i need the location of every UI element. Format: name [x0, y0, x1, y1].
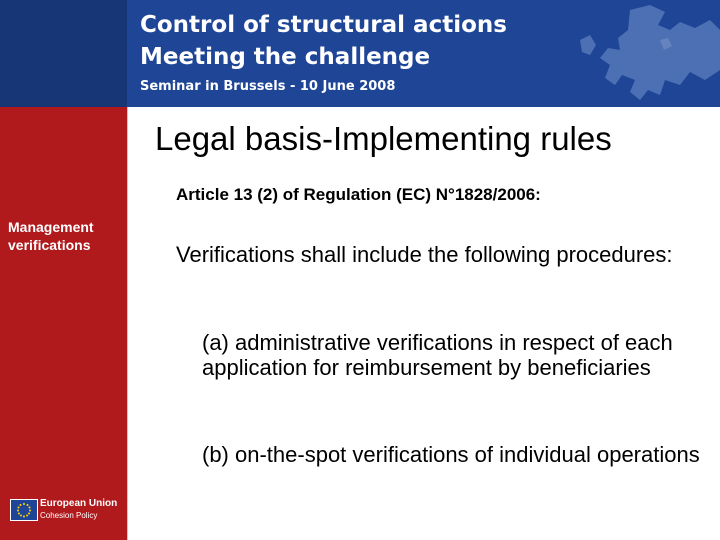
header-title-line1: Control of structural actions	[140, 12, 507, 38]
europe-map-icon	[560, 0, 720, 107]
sidebar-red-rail	[0, 107, 127, 540]
header-title-line2: Meeting the challenge	[140, 44, 431, 70]
header-subtitle: Seminar in Brussels - 10 June 2008	[140, 79, 396, 94]
sidebar-divider	[127, 107, 128, 540]
eu-flag-icon	[10, 499, 38, 521]
article-reference: Article 13 (2) of Regulation (EC) N°1828/2006:	[176, 185, 541, 204]
header-left-panel	[0, 0, 127, 107]
eu-logo-text-line1: European Union	[40, 498, 118, 509]
eu-logo-text-line2: Cohesion Policy	[40, 511, 98, 520]
list-item-a: (a) administrative verifications in respect of each application for reimbursement by beneficiaries	[202, 330, 673, 380]
slide-title: Legal basis-Implementing rules	[155, 120, 612, 157]
header-banner	[0, 0, 720, 107]
intro-paragraph: Verifications shall include the following procedures:	[176, 242, 673, 267]
eu-cohesion-logo	[10, 497, 120, 523]
sidebar-section-label: Management verifications	[8, 219, 94, 253]
list-item-b: (b) on-the-spot verifications of individual operations	[202, 442, 700, 467]
